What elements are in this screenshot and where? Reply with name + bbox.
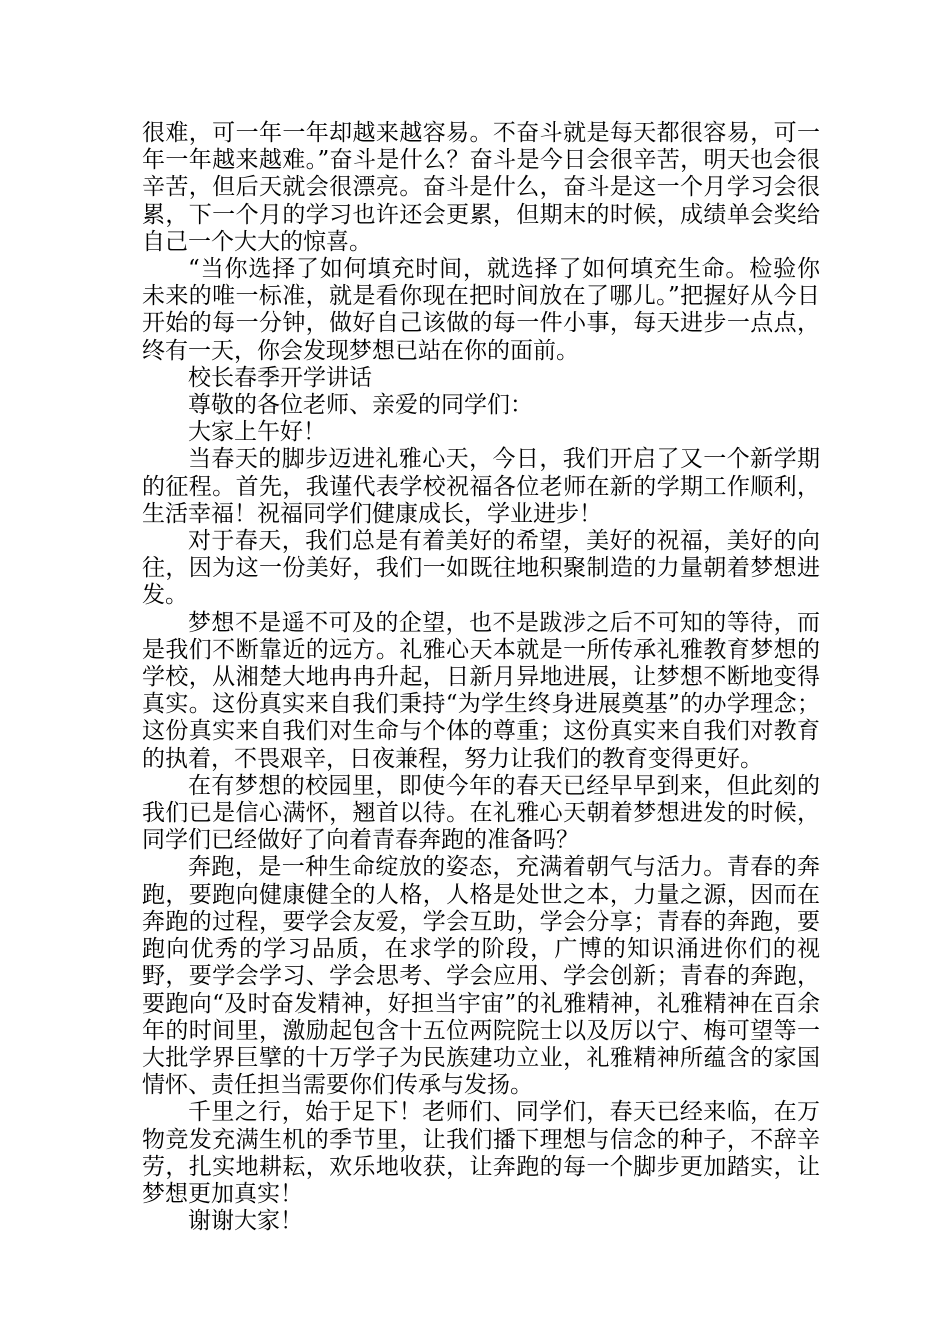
paragraph-1: 很难，可一年一年却越来越容易。不奋斗就是每天都很容易，可一年一年越来越难。”奋斗是什么？奋斗是今日会很辛苦，明天也会很辛苦，但后天就会很漂亮。奋斗是什么，奋斗是这一个月学习会很累，下一个月的学习也许还会更累，但期末的时候，成绩单会奖给自己一个大大的惊喜。 [142,120,820,255]
paragraph-9: 在有梦想的校园里，即使今年的春天已经早早到来，但此刻的我们已是信心满怀，翘首以待。在礼雅心天朝着梦想进发的时候，同学们已经做好了向着青春奔跑的准备吗？ [142,772,820,854]
speech-title: 校长春季开学讲话 [188,364,372,391]
document-page [142,120,820,1235]
paragraph-6: 当春天的脚步迈进礼雅心天，今日，我们开启了又一个新学期的征程。首先，我谨代表学校祝福各位老师在新的学期工作顺利，生活幸福！祝福同学们健康成长，学业进步！ [142,446,820,527]
paragraph-11: 千里之行，始于足下！老师们、同学们，春天已经来临，在万物竞发充满生机的季节里，让我们播下理想与信念的种子，不辞辛劳，扎实地耕耘，欢乐地收获，让奔跑的每一个脚步更加踏实，让梦想更加真实！ [142,1099,820,1207]
paragraph-10: 奔跑，是一种生命绽放的姿态，充满着朝气与活力。青春的奔跑，要跑向健康健全的人格，人格是处世之本，力量之源，因而在奔跑的过程，要学会友爱，学会互助，学会分享；青春的奔跑，要跑向优秀的学习品质，在求学的阶段，广博的知识涌进你们的视野，要学会学习、学会思考、学会应用、学会创新；青春的奔跑，要跑向“及时奋发精神，好担当宇宙”的礼雅精神，礼雅精神在百余年的时间里，激励起包含十五位两院院士以及厉以宁、梅可望等一大批学界巨擘的十万学子为民族建功立业，礼雅精神所蕴含的家国情怀、责任担当需要你们传承与发扬。 [142,854,820,1099]
salutation: 尊敬的各位老师、亲爱的同学们： [188,392,533,419]
closing-thanks: 谢谢大家！ [188,1208,303,1235]
paragraph-8: 梦想不是遥不可及的企望，也不是跋涉之后不可知的等待，而是我们不断靠近的远方。礼雅心天本就是一所传承礼雅教育梦想的学校，从湘楚大地冉冉升起，日新月异地进展，让梦想不断地变得真实。这份真实来自我们秉持“为学生终身进展奠基”的办学理念；这份真实来自我们对生命与个体的尊重；这份真实来自我们对教育的执着，不畏艰辛，日夜兼程，努力让我们的教育变得更好。 [142,609,820,772]
paragraph-2: “当你选择了如何填充时间，就选择了如何填充生命。检验你未来的唯一标准，就是看你现在把时间放在了哪儿。”把握好从今日开始的每一分钟，做好自己该做的每一件小事，每天进步一点点，终有一天，你会发现梦想已站在你的面前。 [142,256,820,364]
paragraph-7: 对于春天，我们总是有着美好的希望，美好的祝福，美好的向往，因为这一份美好，我们一如既往地积聚制造的力量朝着梦想进发。 [142,528,820,609]
greeting: 大家上午好！ [188,419,326,446]
